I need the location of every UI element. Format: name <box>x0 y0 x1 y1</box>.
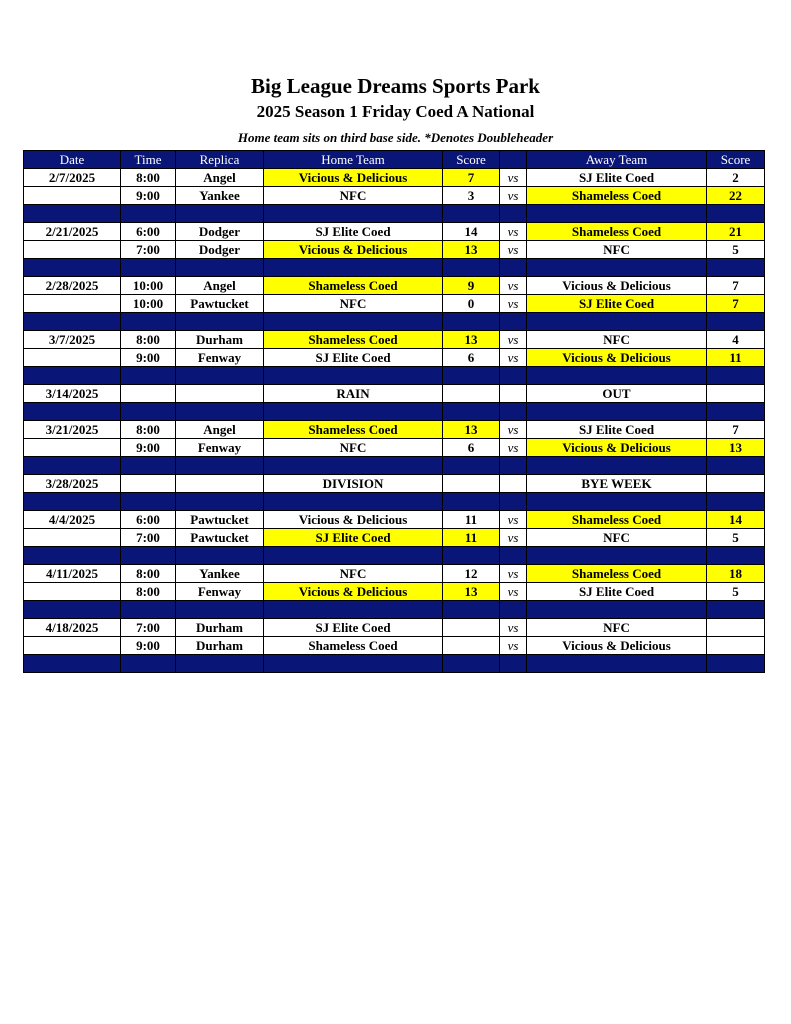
vs-cell <box>500 385 527 403</box>
separator-cell <box>707 655 765 673</box>
separator-cell <box>264 313 443 331</box>
col-header-home-score: Score <box>443 151 500 169</box>
page-title: Big League Dreams Sports Park <box>251 74 540 98</box>
separator-cell <box>443 457 500 475</box>
away-score-cell: 21 <box>707 223 765 241</box>
separator-cell <box>500 313 527 331</box>
away-team-cell: SJ Elite Coed <box>527 295 707 313</box>
replica-cell: Durham <box>176 619 264 637</box>
replica-cell: Yankee <box>176 565 264 583</box>
page-subtitle: 2025 Season 1 Friday Coed A National <box>256 102 535 121</box>
home-score-cell: 13 <box>443 241 500 259</box>
separator-cell <box>264 547 443 565</box>
away-team-cell: NFC <box>527 241 707 259</box>
vs-cell: vs <box>500 331 527 349</box>
vs-cell: vs <box>500 349 527 367</box>
separator-cell <box>527 259 707 277</box>
separator-cell <box>527 313 707 331</box>
game-row <box>24 169 765 187</box>
separator-cell <box>527 403 707 421</box>
home-team-cell: SJ Elite Coed <box>264 223 443 241</box>
replica-cell: Pawtucket <box>176 511 264 529</box>
date-cell: 2/21/2025 <box>24 223 121 241</box>
week-separator-row <box>24 601 765 619</box>
away-score-cell: 14 <box>707 511 765 529</box>
separator-cell <box>121 493 176 511</box>
game-row <box>24 223 765 241</box>
away-team-cell: Vicious & Delicious <box>527 637 707 655</box>
separator-cell <box>527 601 707 619</box>
replica-cell: Fenway <box>176 439 264 457</box>
date-cell <box>24 349 121 367</box>
time-cell: 9:00 <box>121 439 176 457</box>
game-row <box>24 385 765 403</box>
home-score-cell: 9 <box>443 277 500 295</box>
separator-cell <box>527 493 707 511</box>
separator-cell <box>24 313 121 331</box>
schedule-body <box>24 169 765 673</box>
separator-cell <box>264 259 443 277</box>
vs-cell: vs <box>500 511 527 529</box>
replica-cell: Fenway <box>176 583 264 601</box>
away-team-cell: Vicious & Delicious <box>527 439 707 457</box>
separator-cell <box>707 493 765 511</box>
replica-cell: Durham <box>176 331 264 349</box>
separator-cell <box>264 655 443 673</box>
away-score-cell <box>707 475 765 493</box>
separator-cell <box>121 403 176 421</box>
game-row <box>24 421 765 439</box>
away-score-cell <box>707 637 765 655</box>
separator-cell <box>24 457 121 475</box>
separator-cell <box>707 259 765 277</box>
date-cell <box>24 241 121 259</box>
replica-cell: Dodger <box>176 223 264 241</box>
separator-cell <box>121 655 176 673</box>
time-cell: 8:00 <box>121 565 176 583</box>
game-row <box>24 241 765 259</box>
separator-cell <box>527 457 707 475</box>
separator-cell <box>121 547 176 565</box>
vs-cell: vs <box>500 637 527 655</box>
home-team-cell: Shameless Coed <box>264 331 443 349</box>
away-team-cell: OUT <box>527 385 707 403</box>
col-header-away-score: Score <box>707 151 765 169</box>
date-cell: 4/11/2025 <box>24 565 121 583</box>
time-cell: 10:00 <box>121 295 176 313</box>
game-row <box>24 529 765 547</box>
home-score-cell <box>443 385 500 403</box>
away-score-cell: 7 <box>707 277 765 295</box>
home-score-cell: 13 <box>443 421 500 439</box>
separator-cell <box>500 259 527 277</box>
separator-cell <box>121 601 176 619</box>
date-cell: 2/7/2025 <box>24 169 121 187</box>
separator-cell <box>707 601 765 619</box>
game-row <box>24 277 765 295</box>
separator-cell <box>443 403 500 421</box>
vs-cell: vs <box>500 565 527 583</box>
time-cell: 8:00 <box>121 421 176 439</box>
col-header-home-team: Home Team <box>264 151 443 169</box>
separator-cell <box>24 493 121 511</box>
game-row <box>24 439 765 457</box>
home-score-cell: 11 <box>443 529 500 547</box>
away-team-cell: Shameless Coed <box>527 187 707 205</box>
separator-cell <box>176 403 264 421</box>
time-cell: 9:00 <box>121 349 176 367</box>
time-cell: 7:00 <box>121 619 176 637</box>
vs-cell: vs <box>500 619 527 637</box>
home-score-cell: 6 <box>443 439 500 457</box>
home-score-cell: 3 <box>443 187 500 205</box>
schedule-note: Home team sits on third base side. *Denotes Doubleheader <box>237 130 554 145</box>
separator-cell <box>24 367 121 385</box>
home-team-cell: Vicious & Delicious <box>264 241 443 259</box>
away-team-cell: Shameless Coed <box>527 223 707 241</box>
away-score-cell <box>707 385 765 403</box>
separator-cell <box>707 313 765 331</box>
separator-cell <box>176 547 264 565</box>
vs-cell: vs <box>500 223 527 241</box>
home-team-cell: SJ Elite Coed <box>264 619 443 637</box>
separator-cell <box>500 493 527 511</box>
away-score-cell: 5 <box>707 241 765 259</box>
game-row <box>24 187 765 205</box>
week-separator-row <box>24 205 765 223</box>
home-team-cell: NFC <box>264 565 443 583</box>
vs-cell: vs <box>500 439 527 457</box>
date-cell: 3/21/2025 <box>24 421 121 439</box>
away-team-cell: SJ Elite Coed <box>527 421 707 439</box>
vs-cell: vs <box>500 529 527 547</box>
col-header-date: Date <box>24 151 121 169</box>
replica-cell: Fenway <box>176 349 264 367</box>
separator-cell <box>176 259 264 277</box>
separator-cell <box>121 259 176 277</box>
vs-cell: vs <box>500 277 527 295</box>
away-team-cell: NFC <box>527 529 707 547</box>
separator-cell <box>176 367 264 385</box>
week-separator-row <box>24 313 765 331</box>
separator-cell <box>176 313 264 331</box>
replica-cell <box>176 475 264 493</box>
week-separator-row <box>24 259 765 277</box>
home-score-cell <box>443 637 500 655</box>
game-row <box>24 349 765 367</box>
replica-cell: Angel <box>176 421 264 439</box>
week-separator-row <box>24 655 765 673</box>
away-score-cell: 2 <box>707 169 765 187</box>
separator-cell <box>443 259 500 277</box>
separator-cell <box>527 205 707 223</box>
separator-cell <box>443 205 500 223</box>
separator-cell <box>264 205 443 223</box>
home-team-cell: NFC <box>264 439 443 457</box>
away-team-cell: SJ Elite Coed <box>527 169 707 187</box>
separator-cell <box>500 601 527 619</box>
separator-cell <box>264 457 443 475</box>
away-score-cell: 4 <box>707 331 765 349</box>
vs-cell: vs <box>500 583 527 601</box>
date-cell <box>24 583 121 601</box>
away-team-cell: Vicious & Delicious <box>527 277 707 295</box>
time-cell <box>121 475 176 493</box>
separator-cell <box>443 547 500 565</box>
separator-cell <box>527 655 707 673</box>
away-score-cell: 7 <box>707 421 765 439</box>
separator-cell <box>443 313 500 331</box>
home-team-cell: Shameless Coed <box>264 637 443 655</box>
replica-cell: Pawtucket <box>176 295 264 313</box>
time-cell: 9:00 <box>121 637 176 655</box>
game-row <box>24 565 765 583</box>
separator-cell <box>527 547 707 565</box>
home-team-cell: NFC <box>264 295 443 313</box>
away-score-cell: 18 <box>707 565 765 583</box>
separator-cell <box>121 367 176 385</box>
home-score-cell: 13 <box>443 331 500 349</box>
separator-cell <box>24 403 121 421</box>
separator-cell <box>443 655 500 673</box>
replica-cell: Dodger <box>176 241 264 259</box>
week-separator-row <box>24 457 765 475</box>
separator-cell <box>707 403 765 421</box>
game-row <box>24 475 765 493</box>
time-cell: 7:00 <box>121 241 176 259</box>
home-team-cell: Shameless Coed <box>264 421 443 439</box>
replica-cell: Yankee <box>176 187 264 205</box>
time-cell: 7:00 <box>121 529 176 547</box>
away-score-cell: 22 <box>707 187 765 205</box>
date-cell: 3/28/2025 <box>24 475 121 493</box>
vs-cell: vs <box>500 421 527 439</box>
separator-cell <box>176 457 264 475</box>
date-cell <box>24 295 121 313</box>
replica-cell: Angel <box>176 169 264 187</box>
col-header-replica: Replica <box>176 151 264 169</box>
separator-cell <box>121 205 176 223</box>
game-row <box>24 295 765 313</box>
schedule-table <box>23 150 765 673</box>
date-cell <box>24 529 121 547</box>
vs-cell: vs <box>500 169 527 187</box>
home-score-cell: 11 <box>443 511 500 529</box>
separator-cell <box>707 457 765 475</box>
vs-cell: vs <box>500 241 527 259</box>
away-score-cell <box>707 619 765 637</box>
separator-cell <box>24 547 121 565</box>
vs-cell: vs <box>500 187 527 205</box>
separator-cell <box>707 547 765 565</box>
away-team-cell: Vicious & Delicious <box>527 349 707 367</box>
date-cell: 4/18/2025 <box>24 619 121 637</box>
separator-cell <box>500 457 527 475</box>
separator-cell <box>264 601 443 619</box>
separator-cell <box>707 367 765 385</box>
home-team-cell: RAIN <box>264 385 443 403</box>
home-score-cell: 13 <box>443 583 500 601</box>
home-team-cell: SJ Elite Coed <box>264 529 443 547</box>
date-cell <box>24 439 121 457</box>
col-header-away-team: Away Team <box>527 151 707 169</box>
game-row <box>24 331 765 349</box>
replica-cell: Pawtucket <box>176 529 264 547</box>
separator-cell <box>500 367 527 385</box>
separator-cell <box>443 493 500 511</box>
separator-cell <box>264 493 443 511</box>
separator-cell <box>264 403 443 421</box>
separator-cell <box>707 205 765 223</box>
away-score-cell: 11 <box>707 349 765 367</box>
time-cell: 6:00 <box>121 223 176 241</box>
time-cell: 10:00 <box>121 277 176 295</box>
home-team-cell: Shameless Coed <box>264 277 443 295</box>
game-row <box>24 583 765 601</box>
date-cell: 2/28/2025 <box>24 277 121 295</box>
home-score-cell: 12 <box>443 565 500 583</box>
home-score-cell: 14 <box>443 223 500 241</box>
home-team-cell: Vicious & Delicious <box>264 511 443 529</box>
separator-cell <box>264 367 443 385</box>
time-cell <box>121 385 176 403</box>
separator-cell <box>176 205 264 223</box>
separator-cell <box>121 457 176 475</box>
separator-cell <box>24 601 121 619</box>
away-team-cell: NFC <box>527 331 707 349</box>
separator-cell <box>24 655 121 673</box>
separator-cell <box>500 205 527 223</box>
header-row <box>24 151 765 169</box>
date-cell: 3/7/2025 <box>24 331 121 349</box>
home-score-cell: 6 <box>443 349 500 367</box>
time-cell: 9:00 <box>121 187 176 205</box>
replica-cell: Angel <box>176 277 264 295</box>
time-cell: 8:00 <box>121 169 176 187</box>
separator-cell <box>24 205 121 223</box>
away-team-cell: BYE WEEK <box>527 475 707 493</box>
time-cell: 8:00 <box>121 331 176 349</box>
week-separator-row <box>24 493 765 511</box>
home-team-cell: Vicious & Delicious <box>264 169 443 187</box>
away-team-cell: Shameless Coed <box>527 511 707 529</box>
away-score-cell: 5 <box>707 583 765 601</box>
time-cell: 6:00 <box>121 511 176 529</box>
separator-cell <box>121 313 176 331</box>
separator-cell <box>176 655 264 673</box>
separator-cell <box>443 601 500 619</box>
date-cell <box>24 187 121 205</box>
away-score-cell: 7 <box>707 295 765 313</box>
home-team-cell: SJ Elite Coed <box>264 349 443 367</box>
home-score-cell: 7 <box>443 169 500 187</box>
home-score-cell <box>443 475 500 493</box>
date-cell: 4/4/2025 <box>24 511 121 529</box>
home-team-cell: Vicious & Delicious <box>264 583 443 601</box>
away-team-cell: SJ Elite Coed <box>527 583 707 601</box>
away-score-cell: 5 <box>707 529 765 547</box>
separator-cell <box>176 601 264 619</box>
col-header-time: Time <box>121 151 176 169</box>
separator-cell <box>443 367 500 385</box>
separator-cell <box>500 655 527 673</box>
time-cell: 8:00 <box>121 583 176 601</box>
week-separator-row <box>24 547 765 565</box>
separator-cell <box>176 493 264 511</box>
separator-cell <box>24 259 121 277</box>
away-team-cell: Shameless Coed <box>527 565 707 583</box>
col-header-vs <box>500 151 527 169</box>
separator-cell <box>500 547 527 565</box>
away-score-cell: 13 <box>707 439 765 457</box>
week-separator-row <box>24 367 765 385</box>
vs-cell <box>500 475 527 493</box>
away-team-cell: NFC <box>527 619 707 637</box>
vs-cell: vs <box>500 295 527 313</box>
home-score-cell: 0 <box>443 295 500 313</box>
replica-cell <box>176 385 264 403</box>
date-cell: 3/14/2025 <box>24 385 121 403</box>
game-row <box>24 511 765 529</box>
game-row <box>24 637 765 655</box>
week-separator-row <box>24 403 765 421</box>
home-team-cell: NFC <box>264 187 443 205</box>
separator-cell <box>500 403 527 421</box>
replica-cell: Durham <box>176 637 264 655</box>
date-cell <box>24 637 121 655</box>
separator-cell <box>527 367 707 385</box>
home-team-cell: DIVISION <box>264 475 443 493</box>
game-row <box>24 619 765 637</box>
home-score-cell <box>443 619 500 637</box>
